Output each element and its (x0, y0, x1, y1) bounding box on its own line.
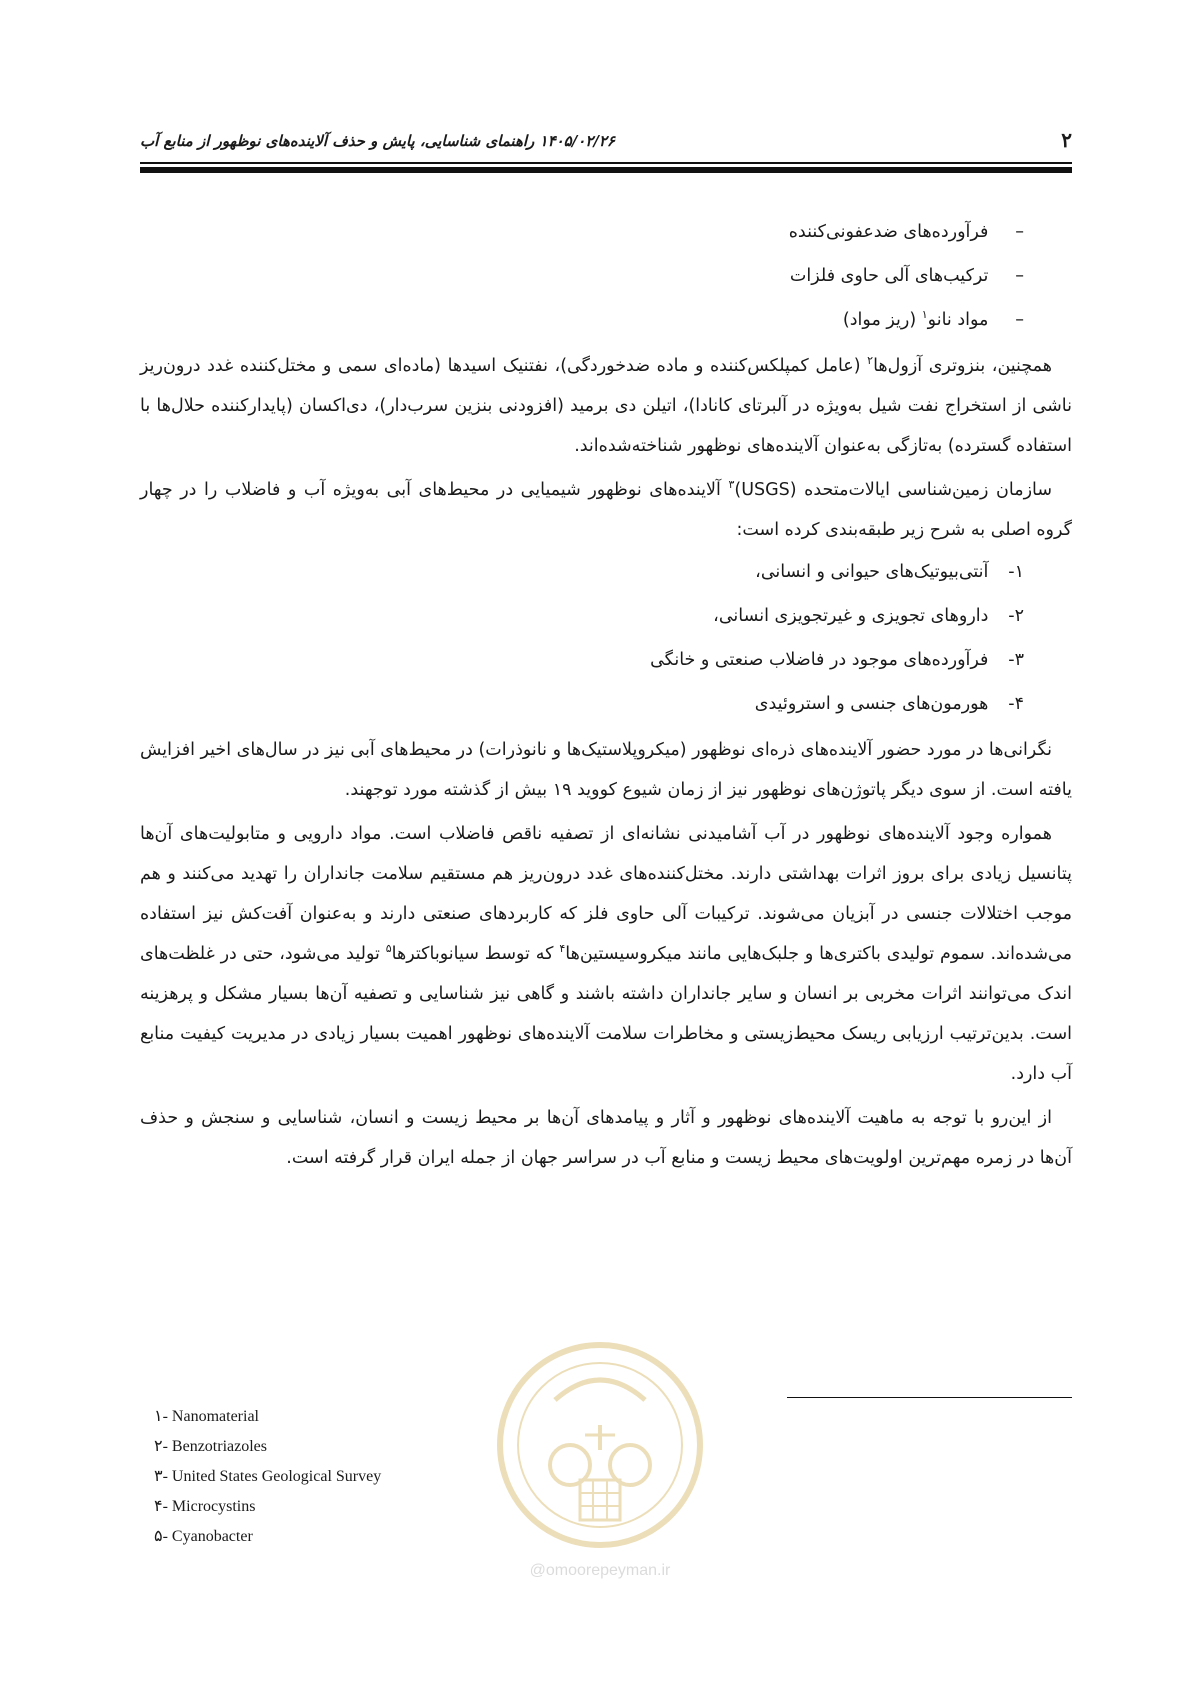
paragraph-text: (عامل کمپلکس‌کننده و ماده ضدخوردگی)، نفتنیک اسیدها (ماده‌ای سمی و مختل‌کننده غدد درون‌ریز ناشی از استخراج نفت شیل به‌ویژه در آلبرتای کانادا)، اتیلن دی برمید (افزودنی بنزین سرب‌دار)، دی‌اکسان (پایدارکننده حلال‌ها با استفاده گسترده) به‌تازگی به‌عنوان آلاینده‌های نوظهور شناخته‌شده‌اند. (140, 356, 1072, 456)
footnote-number: ۵- (154, 1528, 168, 1545)
footnote-text: Nanomaterial (171, 1408, 259, 1425)
footnote-number: ۳- (154, 1468, 168, 1485)
paragraph (140, 814, 1072, 1094)
footnote-ref[interactable]: ۱ (921, 308, 928, 322)
main-content (140, 210, 1072, 1178)
watermark-url: @omoorepeyman.ir (529, 1562, 671, 1579)
paragraph-text: آلاینده‌های نوظهور شیمیایی در محیط‌های آبی به‌ویژه آب و فاضلاب را در چهار گروه اصلی به شرح زیر طبقه‌بندی کرده است: (140, 480, 1072, 540)
page-number: ۲ (1061, 128, 1072, 152)
numbered-text: هورمون‌های جنسی و استروئیدی (754, 694, 989, 714)
bullet-text: فرآورده‌های ضدعفونی‌کننده (788, 222, 989, 242)
footnote-text: United States Geological Survey (171, 1468, 382, 1485)
bullet-text: ترکیب‌های آلی حاوی فلزات (789, 266, 989, 286)
footnote-number: ۴- (154, 1498, 168, 1515)
paragraph (140, 470, 1072, 550)
bullet-marker: – (1015, 222, 1024, 242)
paragraph-text: همواره وجود آلاینده‌های نوظهور در آب آشامیدنی نشانه‌ای از تصفیه ناقص فاضلاب است. مواد دارویی و متابولیت‌های آن‌ها پتانسیل زیادی برای بروز اثرات بهداشتی دارند. مختل‌کننده‌های غدد درون‌ریز هم مستقیم سلامت جانداران را تهدید می‌کنند و هم موجب اختلالات جنسی در آبزیان می‌شوند. ترکیبات آلی حاوی فلز که کاربردهای صنعتی دارند و به‌عنوان آفت‌کش نیز استفاده می‌شده‌اند. سموم تولیدی باکتری‌ها و جلبک‌هایی مانند میکروسیستین‌ها (140, 824, 1072, 964)
footnote-ref[interactable]: ۵ (385, 942, 392, 956)
footnote-ref[interactable]: ۳ (728, 478, 735, 492)
footnote-item (154, 1492, 714, 1522)
page-header (140, 128, 1072, 158)
numbered-marker: ۳- (1008, 650, 1024, 670)
numbered-list (140, 550, 1072, 726)
running-head (140, 132, 639, 150)
bullet-item (140, 210, 1024, 254)
footnote-item (154, 1402, 714, 1432)
footnote-item (154, 1432, 714, 1462)
footnotes (154, 1402, 714, 1552)
paragraph: از این‌رو با توجه به ماهیت آلاینده‌های نوظهور و آثار و پیامدهای آن‌ها بر محیط زیست و انسان، شناسایی و سنجش و حذف آن‌ها در زمره مهم‌ترین اولویت‌های محیط زیست و منابع آب در سراسر جهان از جمله ایران قرار گرفته است. (140, 1108, 1072, 1168)
bullet-item (140, 298, 1024, 342)
footnote-item (154, 1522, 714, 1552)
footnote-text: Benzotriazoles (171, 1438, 267, 1455)
paragraph-text: تولید می‌شود، حتی در غلظت‌های اندک می‌توانند اثرات مخربی بر انسان و سایر جانداران داشته باشند و گاهی نیز شناسایی و تصفیه آن‌ها بسیار مشکل و پرهزینه است. بدین‌ترتیب ارزیابی ریسک محیط‌زیستی و مخاطرات سلامت آلاینده‌های نوظهور اهمیت بسیار زیادی در مدیریت کیفیت منابع آب دارد. (140, 944, 1072, 1084)
bullet-marker: – (1015, 310, 1024, 330)
footnote-text: Cyanobacter (171, 1528, 253, 1545)
bullet-text: مواد نانو (927, 310, 989, 330)
bullet-item (140, 254, 1024, 298)
footnote-number: ۱- (154, 1408, 168, 1425)
bullet-list (140, 210, 1072, 342)
paragraph-text: همچنین، بنزوتری آزول‌ها (873, 356, 1052, 376)
footnote-ref[interactable]: ۴ (559, 942, 566, 956)
header-rule-thick (140, 167, 1072, 173)
paragraph (140, 346, 1072, 466)
running-head-title: راهنمای شناسایی، پایش و حذف آلاینده‌های نوظهور از منابع آب (140, 132, 535, 150)
numbered-text: داروهای تجویزی و غیرتجویزی انسانی، (713, 606, 989, 626)
footnote-text: Microcystins (171, 1498, 256, 1515)
numbered-marker: ۲- (1008, 606, 1024, 626)
footnote-ref[interactable]: ۲ (867, 354, 874, 368)
paragraph: نگرانی‌ها در مورد حضور آلاینده‌های ذره‌ای نوظهور (میکروپلاستیک‌ها و نانوذرات) در محیط‌های آبی نیز در سال‌های اخیر افزایش یافته است. از سوی دیگر پاتوژن‌های نوظهور نیز از زمان شیوع کووید ۱۹ بیش از گذشته مورد توجهند. (140, 740, 1072, 800)
numbered-item (140, 638, 1024, 682)
paragraph-text: که توسط سیانوباکترها (391, 944, 560, 964)
numbered-marker: ۴- (1008, 694, 1024, 714)
numbered-text: آنتی‌بیوتیک‌های حیوانی و انسانی، (755, 562, 989, 582)
paragraph-text: سازمان زمین‌شناسی ایالات‌متحده (USGS) (734, 480, 1053, 500)
footnote-number: ۲- (154, 1438, 168, 1455)
numbered-marker: ۱- (1008, 562, 1024, 582)
numbered-item (140, 550, 1024, 594)
bullet-marker: – (1015, 266, 1024, 286)
numbered-text: فرآورده‌های موجود در فاضلاب صنعتی و خانگی (650, 650, 989, 670)
running-head-date: ۱۴۰۵/۰۲/۲۶ (539, 132, 615, 150)
numbered-item (140, 682, 1024, 726)
header-rule-thin (140, 162, 1072, 164)
numbered-item (140, 594, 1024, 638)
bullet-text-after: (ریز مواد) (842, 310, 922, 330)
footnote-rule (787, 1397, 1072, 1398)
footnote-item (154, 1462, 714, 1492)
